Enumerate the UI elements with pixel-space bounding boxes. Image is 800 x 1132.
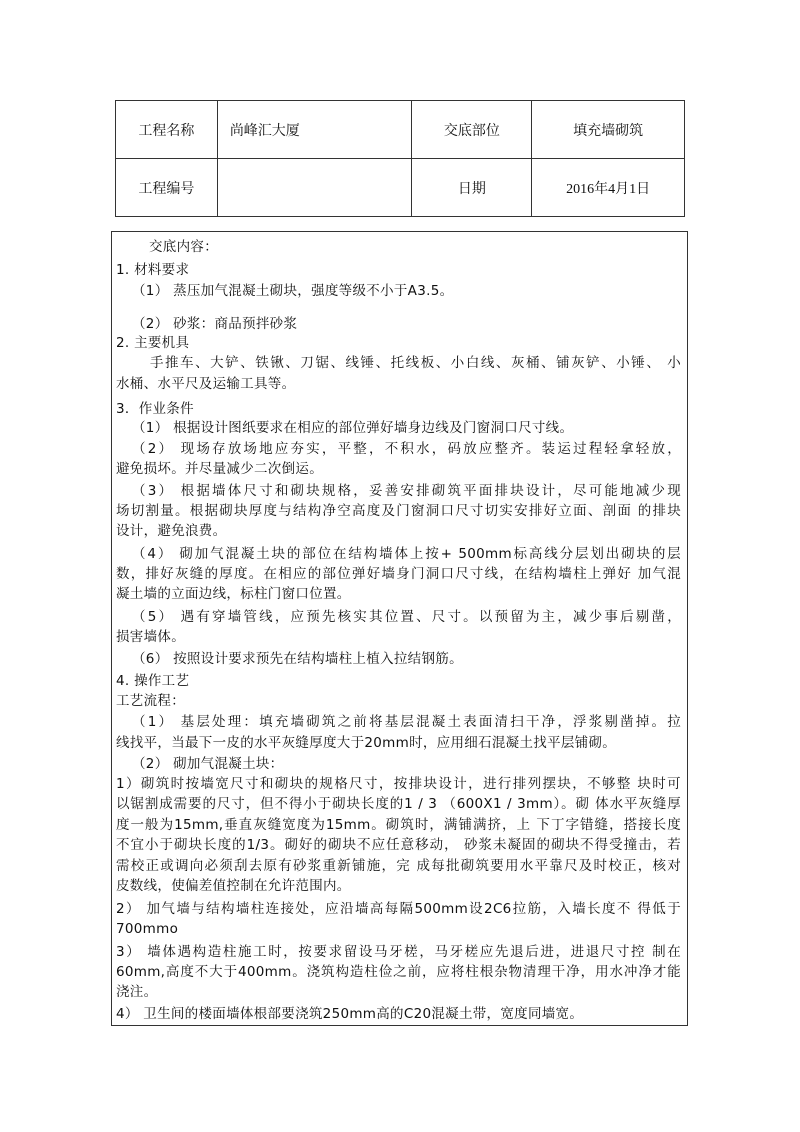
p1-line-5: 需校正或调向必须刮去原有砂浆重新铺施，完 成每批砌筑要用水平靠尺及时校正，核对 — [116, 858, 681, 874]
content-box — [111, 231, 688, 1026]
content-title: 交底内容： — [149, 239, 218, 255]
project-no-label: 工程编号 — [116, 159, 218, 217]
p2-line-2: 700mmo — [116, 921, 179, 937]
s3-item-3-line-1: （3） 根据墙体尺寸和砌块规格，妥善安排砌筑平面排块设计，尽可能地减少现 — [132, 483, 681, 499]
p1-line-3: 度一般为15mm,垂直灰缝宽度为15mm。砌筑时，满铺满挤，上 下丁字错缝，搭接长度 — [116, 817, 681, 833]
s3-item-2-line-1: （2） 现场存放场地应夯实，平整，不积水，码放应整齐。装运过程轻拿轻放， — [132, 441, 681, 457]
s3-item-5-line-2: 损害墙体。 — [116, 629, 185, 645]
s3-item-4-line-1: （4） 砌加气混凝土块的部位在结构墙体上按+ 500mm标高线分层划出砌块的层 — [132, 546, 681, 562]
s3-item-5-line-1: （5） 遇有穿墙管线，应预先核实其位置、尺寸。以预留为主，减少事后剔凿， — [132, 609, 681, 625]
project-no-value — [217, 159, 412, 217]
s2-line-2: 水桶、水平尺及运输工具等。 — [116, 376, 296, 392]
s4-item-2: （2） 砌加气混凝土块： — [132, 756, 284, 772]
s3-item-3-line-3: 设计，避免浪费。 — [116, 523, 227, 539]
s1-item-1: （1） 蒸压加气混凝土砌块，强度等级不小于A3.5。 — [132, 283, 454, 299]
s4-item-1-line-1: （1） 基层处理：填充墙砌筑之前将基层混凝土表面清扫干净，浮浆剔凿掉。拉 — [132, 714, 681, 730]
p3-line-1: 3） 墙体遇构造柱施工时，按要求留设马牙槎，马牙槎应先退后进，进退尺寸控 制在 — [116, 944, 681, 960]
s4-item-1-line-2: 线找平，当最下一皮的水平灰缝厚度大于20mm时，应用细石混凝土找平层铺砌。 — [116, 735, 617, 751]
s3-item-4-line-3: 凝土墙的立面边线，标柱门窗口位置。 — [116, 586, 351, 602]
s2-line-1: 手推车、大铲、铁锹、刀锯、线锤、托线板、小白线、灰桶、铺灰铲、小锤、 小 — [150, 355, 681, 371]
p1-line-4: 不宜小于砌块长度的1/3。砌好的砌块不应任意移动， 砂浆未凝固的砌块不得受撞击，若 — [116, 837, 681, 853]
location-label: 交底部位 — [412, 101, 532, 159]
p1-line-2: 以锯割成需要的尺寸，但不得小于砌块长度的1 / 3 （600X1 / 3mm）。砌 体水平灰缝厚 — [116, 796, 681, 812]
section-4-heading: 4. 操作工艺 — [116, 673, 190, 689]
date-value: 2016年4月1日 — [532, 159, 685, 217]
p1-line-1: 1）砌筑时按墙宽尺寸和砌块的规格尺寸，按排块设计，进行排列摆块，不够整 块时可 — [116, 776, 681, 792]
s3-item-4-line-2: 数，排好灰缝的厚度。在相应的部位弹好墙身门洞口尺寸线，在结构墙柱上弹好 加气混 — [116, 566, 681, 582]
p3-line-2: 60mm,高度不大于400mm。浇筑构造柱俭之前，应将柱根杂物清理干净，用水冲净才能 — [116, 964, 681, 980]
p4-line-1: 4） 卫生间的楼面墙体根部要浇筑250mm高的C20混凝土带，宽度同墙宽。 — [116, 1006, 584, 1022]
s3-item-3-line-2: 场切割量。根据砌块厚度与结构净空高度及门窗洞口尺寸切实安排好立面、剖面 的排块 — [116, 503, 681, 519]
s1-item-2: （2） 砂浆：商品预拌砂浆 — [132, 316, 298, 332]
section-3-heading: 3．作业条件 — [116, 401, 194, 417]
header-row-1 — [116, 101, 685, 159]
header-row-2 — [116, 159, 685, 217]
location-value: 填充墙砌筑 — [532, 101, 685, 159]
s3-item-2-line-2: 避免损坏。并尽量减少二次倒运。 — [116, 461, 323, 477]
section-2-heading: 2. 主要机具 — [116, 335, 190, 351]
date-label: 日期 — [412, 159, 532, 217]
p2-line-1: 2） 加气墙与结构墙柱连接处，应沿墙高每隔500mm设2C6拉筋，入墙长度不 得低于 — [116, 901, 681, 917]
project-name-value: 尚峰汇大厦 — [217, 101, 412, 159]
header-table — [115, 100, 685, 217]
s3-item-1: （1） 根据设计图纸要求在相应的部位弹好墙身边线及门窗洞口尺寸线。 — [132, 420, 574, 436]
project-name-label: 工程名称 — [116, 101, 218, 159]
p3-line-3: 浇注。 — [116, 984, 158, 1000]
process-flow-label: 工艺流程： — [116, 693, 185, 709]
s3-item-6: （6） 按照设计要求预先在结构墙柱上植入拉结钢筋。 — [132, 651, 463, 667]
p1-line-6: 皮数线，使偏差值控制在允许范围内。 — [116, 878, 351, 894]
section-1-heading: 1. 材料要求 — [116, 262, 190, 278]
